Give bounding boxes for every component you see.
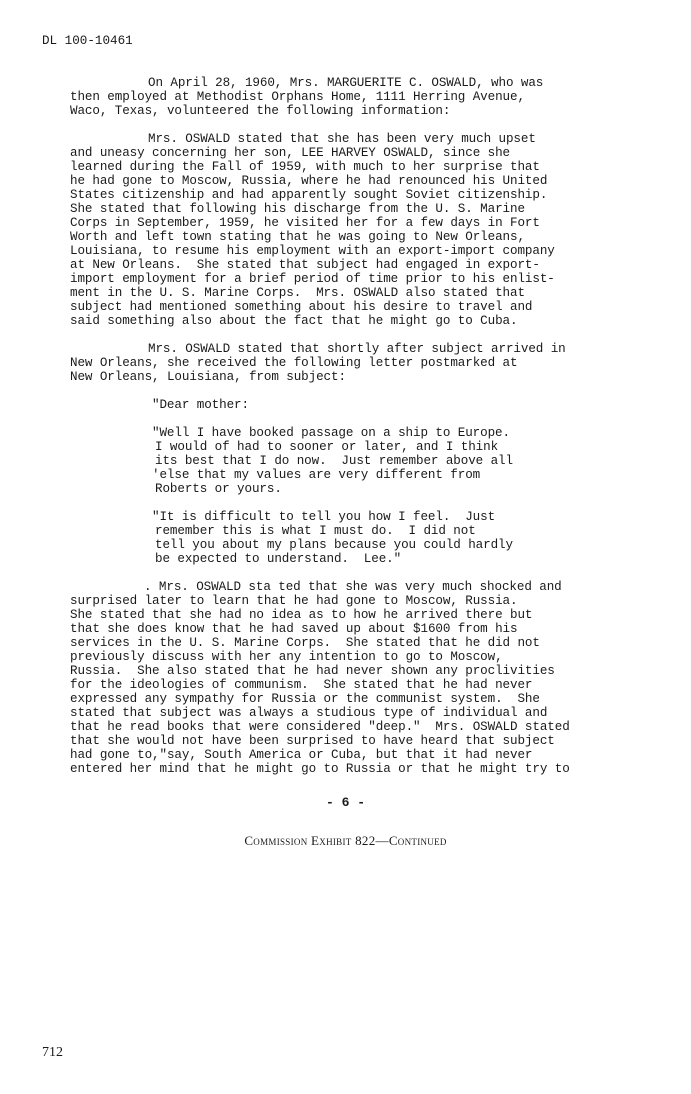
body-line: had gone to,"say, South America or Cuba, but that it had never (70, 748, 533, 762)
body-line: then employed at Methodist Orphans Home, 1111 Herring Avenue, (70, 90, 525, 104)
body-line: Waco, Texas, volunteered the following information: (70, 104, 451, 118)
body-line: New Orleans, Louisiana, from subject: (70, 370, 346, 384)
body-line: surprised later to learn that he had gone to Moscow, Russia. (70, 594, 518, 608)
body-line: for the ideologies of communism. She stated that he had never (70, 678, 533, 692)
body-line: I would of had to sooner or later, and I think (155, 440, 499, 454)
body-line: entered her mind that he might go to Russia or that he might try to (70, 762, 570, 776)
body-line: Corps in September, 1959, he visited her for a few days in Fort (70, 216, 540, 230)
body-line: Mrs. OSWALD stated that she has been very much upset (148, 132, 536, 146)
body-line: 'else that my values are very different from (152, 468, 481, 482)
body-line: ment in the U. S. Marine Corps. Mrs. OSWALD also stated that (70, 286, 525, 300)
body-line: said something also about the fact that he might go to Cuba. (70, 314, 518, 328)
body-line: its best that I do now. Just remember above all (155, 454, 513, 468)
body-line: . Mrs. OSWALD sta ted that she was very much shocked and (144, 580, 562, 594)
body-line: that she would not have been surprised to have heard that subject (70, 734, 555, 748)
body-line: expressed any sympathy for Russia or the communist system. She (70, 692, 540, 706)
body-line: services in the U. S. Marine Corps. She stated that he did not (70, 636, 540, 650)
body-line: On April 28, 1960, Mrs. MARGUERITE C. OSWALD, who was (148, 76, 544, 90)
body-line: stated that subject was always a studious type of individual and (70, 706, 548, 720)
body-line: "Well I have booked passage on a ship to Europe. (152, 426, 510, 440)
body-line: Louisiana, to resume his employment with an export-import company (70, 244, 555, 258)
body-line: Mrs. OSWALD stated that shortly after subject arrived in (148, 342, 566, 356)
body-line: Worth and left town stating that he was going to New Orleans, (70, 230, 525, 244)
page-number: - 6 - (325, 795, 365, 810)
body-line: Russia. She also stated that he had never shown any proclivities (70, 664, 555, 678)
body-line: Roberts or yours. (155, 482, 282, 496)
body-line: at New Orleans. She stated that subject had engaged in export- (70, 258, 540, 272)
body-line: import employment for a brief period of time prior to his enlist- (70, 272, 555, 286)
body-line: remember this is what I must do. I did not (155, 524, 476, 538)
body-line: New Orleans, she received the following letter postmarked at (70, 356, 518, 370)
body-line: previously discuss with her any intention to go to Moscow, (70, 650, 503, 664)
body-line: learned during the Fall of 1959, with much to her surprise that (70, 160, 540, 174)
body-line: subject had mentioned something about his desire to travel and (70, 300, 533, 314)
body-line: "Dear mother: (152, 398, 249, 412)
body-line: States citizenship and had apparently sought Soviet citizenship. (70, 188, 548, 202)
body-line: She stated that following his discharge from the U. S. Marine (70, 202, 525, 216)
file-number: DL 100-10461 (42, 34, 133, 48)
body-line: he had gone to Moscow, Russia, where he had renounced his United (70, 174, 548, 188)
body-line: tell you about my plans because you could hardly (155, 538, 513, 552)
volume-page-number: 712 (42, 1045, 63, 1060)
body-line: and uneasy concerning her son, LEE HARVEY OSWALD, since she (70, 146, 510, 160)
exhibit-caption: Commission Exhibit 822—Continued (244, 833, 447, 848)
body-line: "It is difficult to tell you how I feel. Just (152, 510, 496, 524)
body-line: She stated that she had no idea as to how he arrived there but (70, 608, 533, 622)
body-line: that he read books that were considered "deep." Mrs. OSWALD stated (70, 720, 570, 734)
body-line: that she does know that he had saved up about $1600 from his (70, 622, 518, 636)
body-line: be expected to understand. Lee." (155, 552, 402, 566)
